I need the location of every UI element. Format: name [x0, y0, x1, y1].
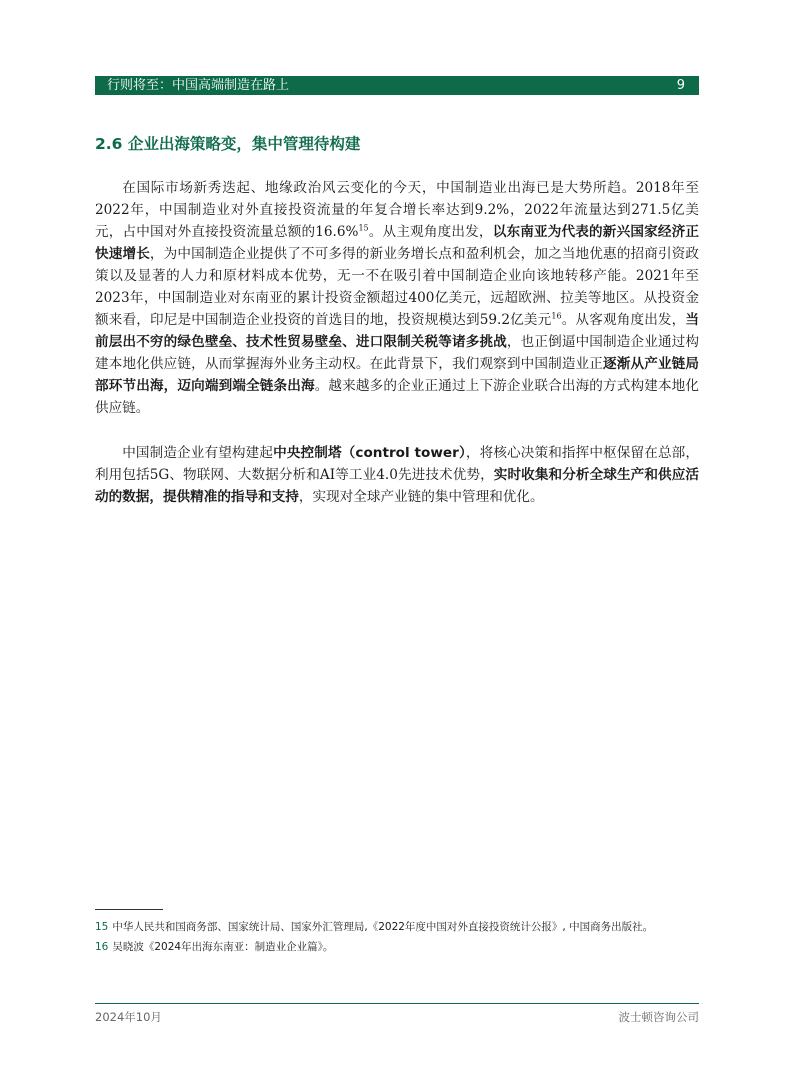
body-paragraph-1: [95, 177, 699, 419]
header-title: 行则将至：中国高端制造在路上: [107, 78, 290, 93]
text-run: ，实现对全球产业链的集中管理和优化。: [298, 489, 544, 505]
footnote-text: 中华人民共和国商务部、国家统计局、国家外汇管理局,《2022年度中国对外直接投资统计公报》, 中国商务出版社。: [112, 921, 654, 933]
text-run: 中国制造企业有望构建起: [122, 445, 274, 461]
text-run: 。从客观角度出发，: [561, 312, 686, 328]
footnote-text: 吴晓波《2024年出海东南亚：制造业企业篇》。: [112, 941, 334, 953]
footnote-number: 15: [95, 921, 109, 933]
text-run: ，将核心决策和指挥中枢保留在总部，利用包括5G、物联网、大数据分析和AI等工业4.0先进技术优势，: [95, 445, 699, 483]
bold-emphasis: 中央控制塔（control tower）: [273, 445, 466, 461]
footnote-divider: [95, 909, 163, 910]
footnote-ref-16[interactable]: 16: [551, 311, 562, 321]
footer-company: 波士顿咨询公司: [618, 1010, 699, 1024]
footnote-number: 16: [95, 941, 109, 953]
footer-date: 2024年10月: [95, 1010, 162, 1024]
text-run: 。从主观角度出发，: [368, 224, 493, 240]
footnote-16: [95, 939, 333, 955]
body-paragraph-2: [95, 442, 699, 508]
bold-emphasis: 以东南亚为代表的新兴国家经济正快速增长: [95, 224, 699, 262]
text-run: ，为中国制造企业提供了不可多得的新业务增长点和盈利机会，加之当地优惠的招商引资政策以及显著的人力和原材料成本优势，无一不在吸引着中国制造企业向该地转移产能。2021年至2023年，中国制造业对东南亚的累计投资金额超过400亿美元，远超欧洲、拉美等地区。从投资金额来看，印尼是中国制造企业投资的首选目的地，投资规模达到59.2亿美元: [95, 246, 699, 328]
bold-emphasis: 实时收集和分析全球生产和供应活动的数据，提供精准的指导和支持: [95, 467, 699, 505]
text-run: 在国际市场新秀迭起、地缘政治风云变化的今天，中国制造业出海已是大势所趋。2018年至2022年，中国制造业对外直接投资流量的年复合增长率达到9.2%，2022年流量达到271.5亿美元，占中国对外直接投资流量总额的16.6%: [95, 180, 699, 240]
footnote-ref-15[interactable]: 15: [358, 223, 369, 233]
page-header-bar: [95, 76, 699, 95]
bold-emphasis: 当前层出不穷的绿色壁垒、技术性贸易壁垒、进口限制关税等诸多挑战: [95, 312, 700, 350]
footer-divider: [95, 1003, 699, 1004]
section-title: 2.6 企业出海策略变，集中管理待构建: [95, 135, 361, 153]
text-run: 。越来越多的企业正通过上下游企业联合出海的方式构建本地化供应链。: [95, 378, 699, 416]
page-number: 9: [676, 78, 685, 93]
text-run: ，也正倒逼中国制造企业通过构建本地化供应链，从而掌握海外业务主动权。在此背景下，我们观察到中国制造业正: [95, 334, 700, 372]
footnote-15: [95, 919, 653, 935]
bold-emphasis: 逐渐从产业链局部环节出海，迈向端到端全链条出海: [95, 356, 700, 394]
